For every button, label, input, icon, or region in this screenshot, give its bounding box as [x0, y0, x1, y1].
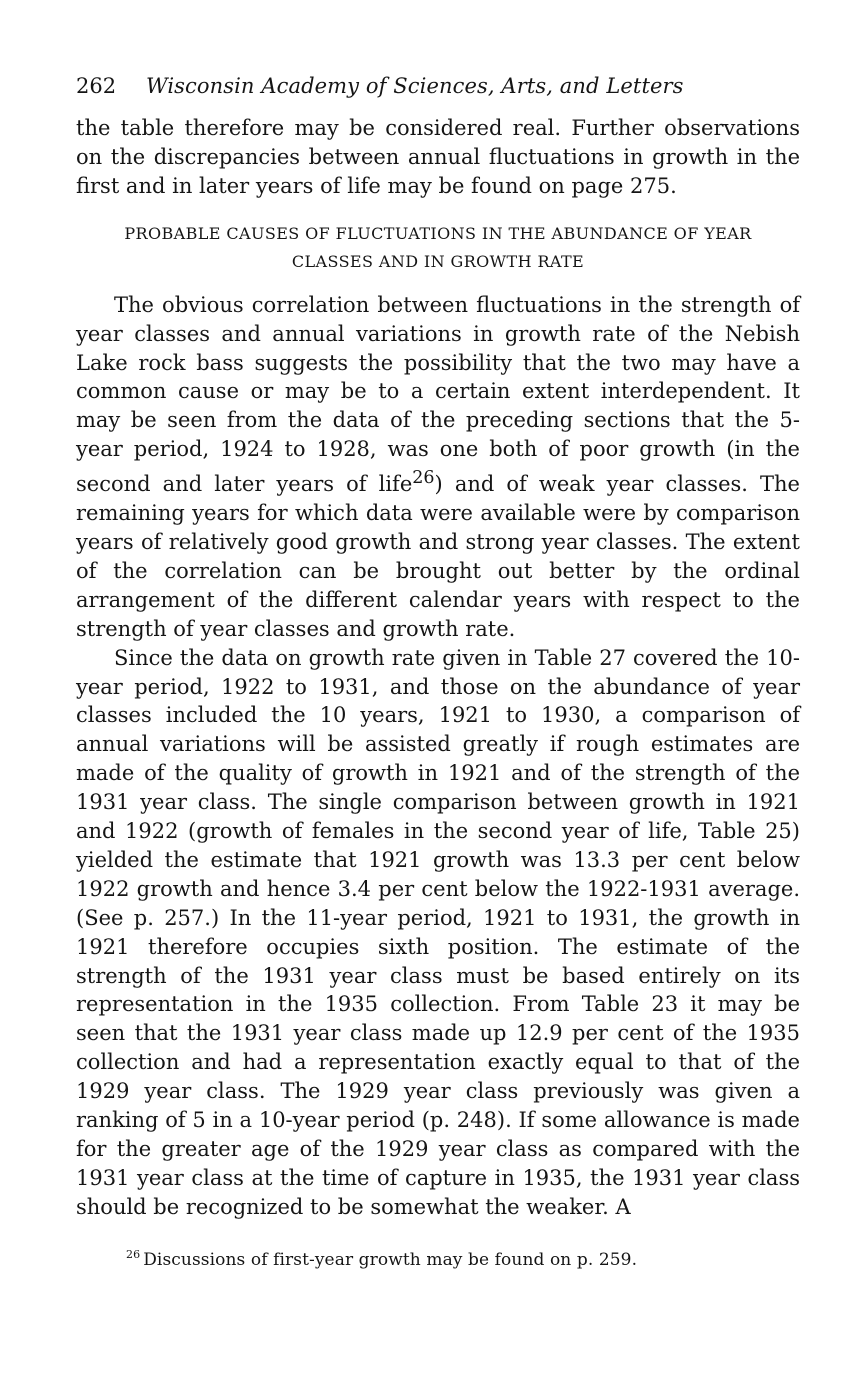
- page: [76, 72, 800, 1272]
- page-number: 262: [76, 74, 117, 98]
- journal-title: Wisconsin Academy of Sciences, Arts, and Letters: [146, 74, 684, 98]
- footnote-reference: 26: [412, 468, 435, 489]
- section-heading-line-1: PROBABLE CAUSES OF FLUCTUATIONS IN THE ABUNDANCE OF YEAR: [124, 223, 752, 243]
- paragraph-2: Since the data on growth rate given in Table 27 covered the 10-year period, 1922 to 1931, and those on the abundance of year classes included the 10 years, 1921 to 1930, a comparison of annual variations will be assisted greatly if rough estimates are made of the quality of growth in 1921 and of the strength of the 1931 year class. The single comparison between growth in 1921 and 1922 (growth of females in the second year of life, Table 25) yielded the estimate that 1921 growth was 13.3 per cent below 1922 growth and hence 3.4 per cent below the 1922-1931 average. (See p. 257.) In the 11-year period, 1921 to 1931, the growth in 1921 therefore occupies sixth position. The estimate of the strength of the 1931 year class must be based entirely on its representation in the 1935 collection. From Table 23 it may be seen that the 1931 year class made up 12.9 per cent of the 1935 collection and had a representation exactly equal to that of the 1929 year class. The 1929 year class previously was given a ranking of 5 in a 10-year period (p. 248). If some allowance is made for the greater age of the 1929 year class as compared with the 1931 year class at the time of capture in 1935, the 1931 year class should be recognized to be somewhat the weaker. A: [76, 645, 800, 1219]
- paragraph-1-before-reference: The obvious correlation between fluctuations in the strength of year classes and annual variations in growth rate of the Nebish Lake rock bass suggests the possibility that the two may have a common cause or may be to a certain extent interdependent. It may be seen from the data of the preceding sections that the 5-year period, 1924 to 1928, was one both of poor growth (in the second and later years of life: [76, 292, 800, 497]
- lead-paragraph: the table therefore may be considered real. Further observations on the discrepancies between annual fluctuations in growth in the first and in later years of life may be found on page 275.: [76, 116, 800, 198]
- section-heading: [76, 220, 800, 276]
- footnote-marker: 26: [126, 1248, 141, 1262]
- running-head: [76, 72, 800, 100]
- body-text: [76, 114, 800, 1222]
- paragraph-1-after-reference: ) and of weak year classes. The remaining years for which data were available were by comparison years of relatively good growth and strong year classes. The extent of the correlation can be brought out better by the ordinal arrangement of the different calendar years with respect to the strength of year classes and growth rate.: [76, 472, 800, 641]
- footnote-text: Discussions of first-year growth may be found on p. 259.: [143, 1249, 638, 1270]
- paragraph-1: [76, 291, 800, 644]
- section-heading-line-2: CLASSES AND IN GROWTH RATE: [291, 251, 585, 271]
- footnote: [76, 1248, 800, 1272]
